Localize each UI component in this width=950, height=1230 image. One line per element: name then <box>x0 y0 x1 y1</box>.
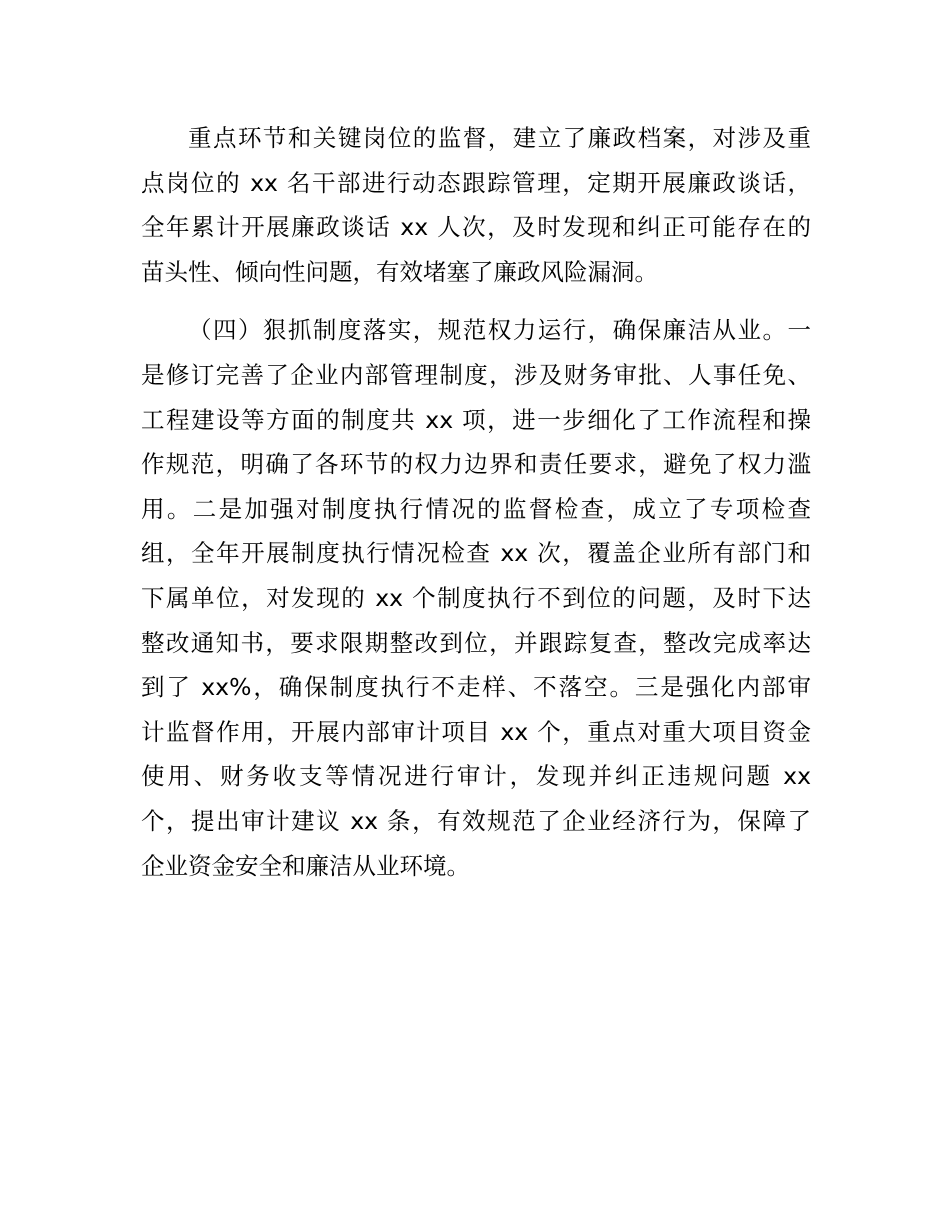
text-line: 点岗位的 xx 名干部进行动态跟踪管理，定期开展廉政谈话， <box>141 168 811 197</box>
text-line: 计监督作用，开展内部审计项目 xx 个，重点对重大项目资金 <box>141 717 811 746</box>
text-line: 用。二是加强对制度执行情况的监督检查，成立了专项检查 <box>141 494 811 523</box>
paragraph-section-four <box>141 308 811 888</box>
document-body <box>141 116 811 888</box>
text-line: 苗头性、倾向性问题，有效堵塞了廉政风险漏洞。 <box>141 257 658 286</box>
text-line: 作规范，明确了各环节的权力边界和责任要求，避免了权力滥 <box>141 450 811 479</box>
text-line: 工程建设等方面的制度共 xx 项，进一步细化了工作流程和操 <box>141 405 811 434</box>
text-line: 个，提出审计建议 xx 条，有效规范了企业经济行为，保障了 <box>141 806 811 835</box>
paragraph-spacer <box>141 294 811 308</box>
text-line: 企业资金安全和廉洁从业环境。 <box>141 851 470 880</box>
text-line: 是修订完善了企业内部管理制度，涉及财务审批、人事任免、 <box>141 360 811 389</box>
text-line: 整改通知书，要求限期整改到位，并跟踪复查，整改完成率达 <box>141 628 811 657</box>
paragraph-supervision <box>141 116 811 294</box>
text-line: 重点环节和关键岗位的监督，建立了廉政档案，对涉及重 <box>188 124 811 152</box>
text-line: 到了 xx%，确保制度执行不走样、不落空。三是强化内部审 <box>141 673 811 702</box>
section-heading-line: （四）狠抓制度落实，规范权力运行，确保廉洁从业。一 <box>188 316 811 345</box>
text-line: 组，全年开展制度执行情况检查 xx 次，覆盖企业所有部门和 <box>141 539 811 568</box>
text-line: 全年累计开展廉政谈话 xx 人次，及时发现和纠正可能存在的 <box>141 213 811 242</box>
text-line: 使用、财务收支等情况进行审计，发现并纠正违规问题 xx <box>141 762 811 791</box>
text-line: 下属单位，对发现的 xx 个制度执行不到位的问题，及时下达 <box>141 583 811 612</box>
